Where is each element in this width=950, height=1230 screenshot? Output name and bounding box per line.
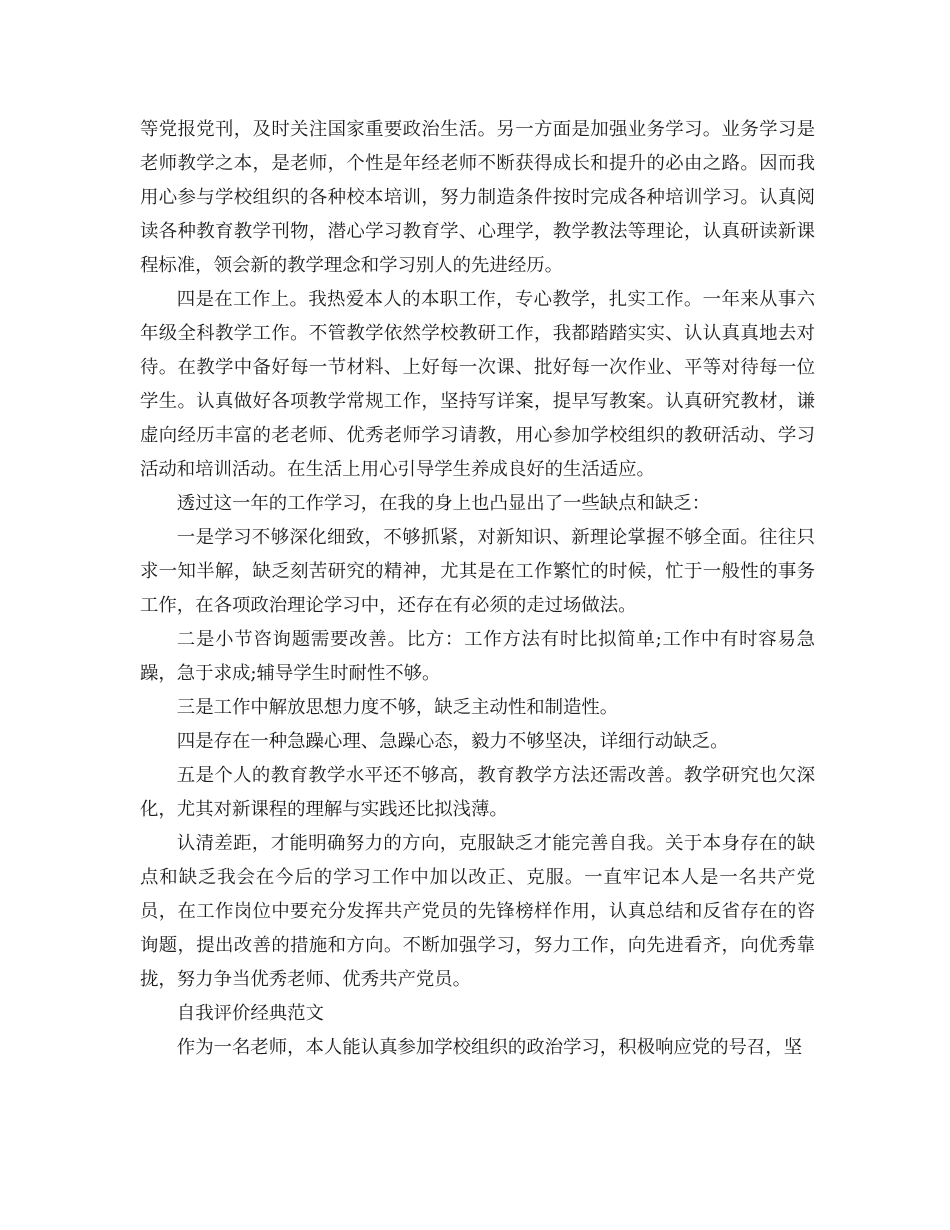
- paragraph-shortcoming-5: 五是个人的教育教学水平还不够高，教育教学方法还需改善。教学研究也欠深化，尤其对新课程的理解与实践还比拟浅薄。: [140, 765, 815, 820]
- paragraph-shortcoming-2: 二是小节咨询题需要改善。比方：工作方法有时比拟简单;工作中有时容易急躁，急于求成;辅导学生时耐性不够。: [140, 629, 815, 684]
- paragraph-shortcoming-3: 三是工作中解放思想力度不够，缺乏主动性和制造性。: [176, 697, 619, 718]
- paragraph-work: 四是在工作上。我热爱本人的本职工作，专心教学，扎实工作。一年来从事六年级全科教学工作。不管教学依然学校教研工作，我都踏踏实实、认认真真地去对待。在教学中备好每一节材料、上好每一次课、批好每一次作业、平等对待每一位学生。认真做好各项教学常规工作，坚持写详案，提早写教案。认真研究教材，谦虚向经历丰富的老老师、优秀老师学习请教，用心参加学校组织的教研活动、学习活动和培训活动。在生活上用心引导学生养成良好的生活适应。: [140, 289, 815, 480]
- paragraph-conclusion: 认清差距，才能明确努力的方向，克服缺乏才能完善自我。关于本身存在的缺点和缺乏我会在今后的学习工作中加以改正、克服。一直牢记本人是一名共产党员，在工作岗位中要充分发挥共产党员的先锋榜样作用，认真总结和反省存在的咨询题，提出改善的措施和方向。不断加强学习，努力工作，向先进看齐，向优秀靠拢，努力争当优秀老师、优秀共产党员。: [140, 833, 815, 990]
- paragraph-study: 等党报党刊，及时关注国家重要政治生活。另一方面是加强业务学习。业务学习是老师教学之本，是老师，个性是年经老师不断获得成长和提升的必由之路。因而我用心参与学校组织的各种校本培训，努力制造条件按时完成各种培训学习。认真阅读各种教育教学刊物，潜心学习教育学、心理学，教学教法等理论，认真研读新课程标准，领会新的教学理念和学习别人的先进经历。: [140, 119, 815, 276]
- paragraph-shortcoming-4: 四是存在一种急躁心理、急躁心态，毅力不够坚决，详细行动缺乏。: [176, 731, 729, 752]
- document-body: [140, 113, 815, 1065]
- paragraph-shortcomings-intro: 透过这一年的工作学习，在我的身上也凸显出了一些缺点和缺乏：: [176, 493, 711, 514]
- paragraph-shortcoming-1: 一是学习不够深化细致，不够抓紧，对新知识、新理论掌握不够全面。往往只求一知半解，缺乏刻苦研究的精神，尤其是在工作繁忙的时候，忙于一般性的事务工作，在各项政治理论学习中，还存在有必须的走过场做法。: [140, 527, 815, 616]
- paragraph-sample-start: 作为一名老师，本人能认真参加学校组织的政治学习，积极响应党的号召，坚: [176, 1037, 803, 1058]
- section-heading: 自我评价经典范文: [176, 1003, 324, 1024]
